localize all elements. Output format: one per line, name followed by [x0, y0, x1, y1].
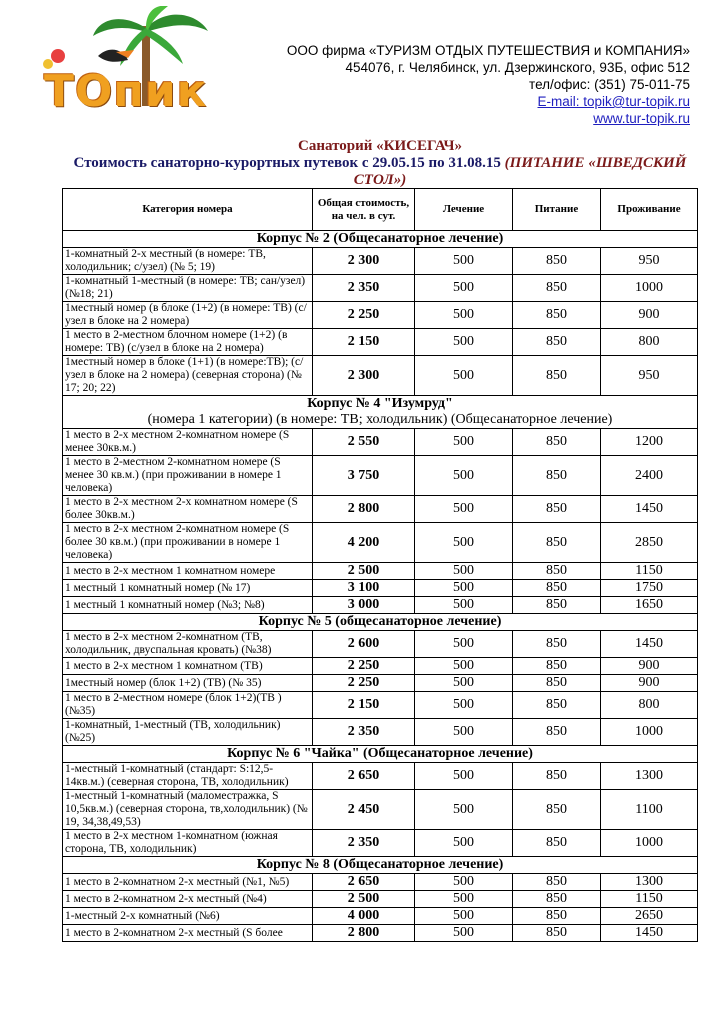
table-row	[63, 563, 698, 580]
cell-category: 1 место в 2-х местном 1 комнатном (ТВ)	[63, 658, 313, 675]
section-header-row	[63, 857, 698, 874]
cell-category: 1 место в 2-х местном 2-комнатном номере (S менее 30кв.м.)	[63, 429, 313, 456]
cell-total: 3 750	[313, 456, 415, 496]
section-title	[63, 614, 698, 631]
price-table	[62, 188, 698, 942]
cell-category: 1местный номер (блок 1+2) (ТВ) (№ 35)	[63, 675, 313, 692]
cell-treatment: 500	[415, 523, 513, 563]
section-title	[63, 396, 698, 429]
cell-total: 2 250	[313, 658, 415, 675]
cell-treatment: 500	[415, 675, 513, 692]
section-subtitle: (номера 1 категории) (в номере: ТВ; холодильник) (Общесанаторное лечение)	[147, 412, 613, 427]
cell-food: 850	[513, 302, 601, 329]
cell-category: 1 место в 2-местном блочном номере (1+2) (в номере: ТВ) (с/узел в блоке на 2 номера)	[63, 329, 313, 356]
cell-treatment: 500	[415, 908, 513, 925]
cell-total: 2 800	[313, 496, 415, 523]
cell-food: 850	[513, 329, 601, 356]
header-total: Общая стоимость, на чел. в сут.	[313, 189, 415, 231]
table-row	[63, 302, 698, 329]
cell-treatment: 500	[415, 830, 513, 857]
cell-treatment: 500	[415, 719, 513, 746]
cell-category: 1 место в 2-х местном 1-комнатном (южная сторона, ТВ, холодильник)	[63, 830, 313, 857]
logo-text: ТОпик	[44, 66, 208, 117]
cell-accommodation: 1000	[601, 830, 698, 857]
cell-food: 850	[513, 429, 601, 456]
cell-accommodation: 1100	[601, 790, 698, 830]
cell-accommodation: 900	[601, 302, 698, 329]
cell-food: 850	[513, 790, 601, 830]
cell-total: 2 500	[313, 563, 415, 580]
company-info	[287, 42, 690, 127]
cell-accommodation: 1450	[601, 631, 698, 658]
page-title: Санаторий «КИСЕГАЧ»	[298, 138, 462, 154]
cell-treatment: 500	[415, 658, 513, 675]
cell-total: 2 250	[313, 302, 415, 329]
cell-accommodation: 1750	[601, 580, 698, 597]
cell-treatment: 500	[415, 429, 513, 456]
cell-category: 1-местный 1-комнатный (стандарт: S:12,5-14кв.м.) (северная сторона, ТВ, холодильник)	[63, 763, 313, 790]
cell-food: 850	[513, 925, 601, 942]
table-row	[63, 675, 698, 692]
table-row	[63, 580, 698, 597]
table-row	[63, 597, 698, 614]
table-row	[63, 356, 698, 396]
table-row	[63, 874, 698, 891]
table-row	[63, 496, 698, 523]
table-row	[63, 763, 698, 790]
cell-accommodation: 800	[601, 329, 698, 356]
cell-treatment: 500	[415, 925, 513, 942]
cell-food: 850	[513, 874, 601, 891]
cell-accommodation: 2850	[601, 523, 698, 563]
cell-total: 4 000	[313, 908, 415, 925]
cell-food: 850	[513, 456, 601, 496]
cell-total: 3 100	[313, 580, 415, 597]
section-header-row	[63, 614, 698, 631]
cell-category: 1 место в 2-местном 2-комнатном номере (S менее 30 кв.м.) (при проживании в номере 1 человека)	[63, 456, 313, 496]
cell-accommodation: 1450	[601, 925, 698, 942]
cell-treatment: 500	[415, 275, 513, 302]
section-title-text: Корпус № 6 "Чайка" (Общесанаторное лечение)	[227, 746, 533, 761]
cell-treatment: 500	[415, 631, 513, 658]
header-treatment: Лечение	[415, 189, 513, 231]
table-row	[63, 719, 698, 746]
cell-treatment: 500	[415, 874, 513, 891]
table-row	[63, 908, 698, 925]
table-row	[63, 631, 698, 658]
cell-total: 3 000	[313, 597, 415, 614]
cell-accommodation: 1000	[601, 275, 698, 302]
cell-food: 850	[513, 763, 601, 790]
header-accommodation: Проживание	[601, 189, 698, 231]
company-name: ООО фирма «ТУРИЗМ ОТДЫХ ПУТЕШЕСТВИЯ и КОМПАНИЯ»	[286, 43, 690, 58]
subtitle-text: Стоимость санаторно-курортных путевок с 29.05.15 по 31.08.15	[73, 155, 501, 171]
cell-food: 850	[513, 580, 601, 597]
cell-food: 850	[513, 830, 601, 857]
cell-total: 2 150	[313, 329, 415, 356]
cell-accommodation: 800	[601, 692, 698, 719]
cell-food: 850	[513, 523, 601, 563]
company-site-link[interactable]: www.tur-topik.ru	[593, 111, 690, 126]
cell-total: 2 550	[313, 429, 415, 456]
cell-food: 850	[513, 248, 601, 275]
cell-treatment: 500	[415, 356, 513, 396]
cell-food: 850	[513, 597, 601, 614]
cell-total: 2 650	[313, 763, 415, 790]
cell-food: 850	[513, 496, 601, 523]
table-row	[63, 925, 698, 942]
cell-food: 850	[513, 275, 601, 302]
table-body	[63, 231, 698, 942]
cell-treatment: 500	[415, 302, 513, 329]
cell-food: 850	[513, 891, 601, 908]
cell-accommodation: 950	[601, 248, 698, 275]
cell-category: 1-комнатный 2-х местный (в номере: ТВ, холодильник; с/узел) (№ 5; 19)	[63, 248, 313, 275]
cell-accommodation: 1650	[601, 597, 698, 614]
cell-food: 850	[513, 719, 601, 746]
cell-total: 2 600	[313, 631, 415, 658]
section-header-row	[63, 231, 698, 248]
cell-food: 850	[513, 692, 601, 719]
cell-category: 1 место в 2-местном номере (блок 1+2)(ТВ ) (№35)	[63, 692, 313, 719]
table-row	[63, 891, 698, 908]
section-title	[63, 231, 698, 248]
header-food: Питание	[513, 189, 601, 231]
section-title	[63, 857, 698, 874]
cell-category: 1местный номер (в блоке (1+2) (в номере: ТВ) (с/узел в блоке на 2 номера)	[63, 302, 313, 329]
cell-food: 850	[513, 563, 601, 580]
table-row	[63, 523, 698, 563]
cell-category: 1-местный 2-х комнатный (№6)	[63, 908, 313, 925]
page-subtitle	[60, 155, 700, 189]
cell-total: 2 300	[313, 356, 415, 396]
cell-category: 1 местный 1 комнатный номер (№ 17)	[63, 580, 313, 597]
cell-category: 1 местный 1 комнатный номер (№3; №8)	[63, 597, 313, 614]
cell-total: 2 150	[313, 692, 415, 719]
cell-category: 1 место в 2-комнатном 2-х местный (№1, №5)	[63, 874, 313, 891]
cell-category: 1 место в 2-комнатном 2-х местный (№4)	[63, 891, 313, 908]
section-title-text: Корпус № 8 (Общесанаторное лечение)	[256, 857, 504, 872]
cell-category: 1местный номер в блоке (1+1) (в номере:ТВ); (с/узел в блоке на 2 номера) (северная сторона) (№ 17; 20; 22)	[63, 356, 313, 396]
table-row	[63, 329, 698, 356]
section-header-row	[63, 746, 698, 763]
cell-food: 850	[513, 631, 601, 658]
table-row	[63, 830, 698, 857]
cell-accommodation: 1300	[601, 763, 698, 790]
cell-total: 2 350	[313, 830, 415, 857]
table-row	[63, 248, 698, 275]
table-header-row	[63, 189, 698, 231]
cell-total: 2 500	[313, 891, 415, 908]
company-phone: тел/офис: (351) 75-011-75	[529, 77, 690, 92]
cell-category: 1 место в 2-комнатном 2-х местный (S более	[63, 925, 313, 942]
cell-accommodation: 900	[601, 658, 698, 675]
section-title-text: Корпус № 2 (Общесанаторное лечение)	[256, 231, 504, 246]
cell-category: 1 место в 2-х местном 2-комнатном (ТВ, холодильник, двуспальная кровать) (№38)	[63, 631, 313, 658]
cell-accommodation: 1200	[601, 429, 698, 456]
subtitle-italic: (ПИТАНИЕ «ШВЕДСКИЙ СТОЛ»)	[353, 155, 687, 188]
section-title	[63, 746, 698, 763]
cell-total: 2 300	[313, 248, 415, 275]
cell-total: 2 650	[313, 874, 415, 891]
table-row	[63, 429, 698, 456]
cell-total: 2 350	[313, 719, 415, 746]
table-row	[63, 790, 698, 830]
cell-category: 1 место в 2-х местном 1 комнатном номере	[63, 563, 313, 580]
company-email-link[interactable]: E-mail: topik@tur-topik.ru	[537, 94, 690, 109]
cell-treatment: 500	[415, 790, 513, 830]
cell-food: 850	[513, 658, 601, 675]
cell-treatment: 500	[415, 329, 513, 356]
table-row	[63, 456, 698, 496]
cell-treatment: 500	[415, 456, 513, 496]
cell-treatment: 500	[415, 496, 513, 523]
cell-treatment: 500	[415, 580, 513, 597]
company-logo	[38, 6, 218, 124]
cell-category: 1-местный 1-комнатный (маломестражка, S 10,5кв.м.) (северная сторона, тв,холодильник) (№ 19, 34,38,49,53)	[63, 790, 313, 830]
cell-accommodation: 1000	[601, 719, 698, 746]
section-title-text: Корпус № 4 "Изумруд"	[307, 396, 453, 411]
cell-accommodation: 1150	[601, 563, 698, 580]
cell-total: 2 800	[313, 925, 415, 942]
cell-category: 1-комнатный, 1-местный (ТВ, холодильник) (№25)	[63, 719, 313, 746]
cell-total: 4 200	[313, 523, 415, 563]
cell-accommodation: 2400	[601, 456, 698, 496]
section-title-text: Корпус № 5 (общесанаторное лечение)	[258, 614, 502, 629]
cell-total: 2 250	[313, 675, 415, 692]
table-row	[63, 275, 698, 302]
cell-treatment: 500	[415, 248, 513, 275]
company-address: 454076, г. Челябинск, ул. Дзержинского, 93Б, офис 512	[345, 60, 690, 75]
cell-treatment: 500	[415, 692, 513, 719]
cell-accommodation: 2650	[601, 908, 698, 925]
cell-total: 2 350	[313, 275, 415, 302]
cell-accommodation: 1450	[601, 496, 698, 523]
cell-treatment: 500	[415, 763, 513, 790]
cell-total: 2 450	[313, 790, 415, 830]
cell-category: 1-комнатный 1-местный (в номере: ТВ; сан/узел) (№18; 21)	[63, 275, 313, 302]
cell-accommodation: 900	[601, 675, 698, 692]
table-row	[63, 658, 698, 675]
cell-food: 850	[513, 675, 601, 692]
cell-food: 850	[513, 908, 601, 925]
cell-category: 1 место в 2-х местном 2-х комнатном номере (S более 30кв.м.)	[63, 496, 313, 523]
cell-food: 850	[513, 356, 601, 396]
cell-treatment: 500	[415, 597, 513, 614]
header-category: Категория номера	[63, 189, 313, 231]
section-header-row	[63, 396, 698, 429]
table-row	[63, 692, 698, 719]
cell-accommodation: 1150	[601, 891, 698, 908]
cell-accommodation: 1300	[601, 874, 698, 891]
cell-treatment: 500	[415, 891, 513, 908]
cell-accommodation: 950	[601, 356, 698, 396]
cell-treatment: 500	[415, 563, 513, 580]
cell-category: 1 место в 2-х местном 2-комнатном номере (S более 30 кв.м.) (при проживании в номере 1 человека)	[63, 523, 313, 563]
